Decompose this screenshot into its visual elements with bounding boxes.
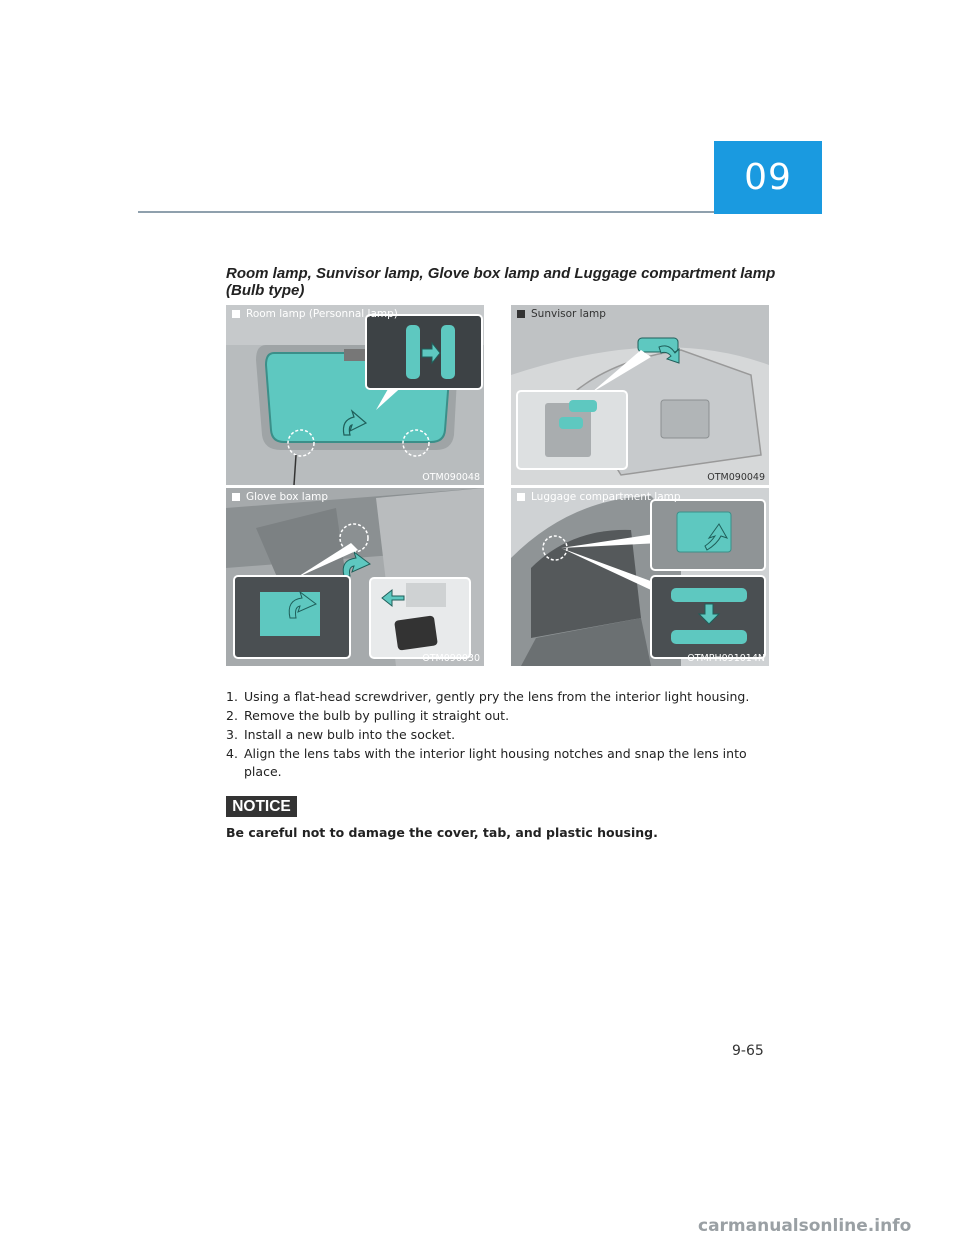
figure-code: OTM090048 [422, 472, 480, 483]
figure-code: OTMPH091014N [687, 653, 765, 664]
figure-label [517, 491, 681, 503]
sunvisor-lamp-illustration [511, 305, 769, 485]
figure-room-lamp [226, 305, 484, 485]
figure-label-text: Luggage compartment lamp [531, 491, 681, 503]
steps-list [226, 688, 771, 782]
step-number: 1. [226, 689, 238, 704]
square-bullet-icon [232, 493, 240, 501]
watermark-link[interactable]: carmanualsonline.info [698, 1216, 912, 1236]
figure-code: OTM090049 [707, 472, 765, 483]
figure-glove-box-lamp [226, 488, 484, 666]
figure-label [517, 308, 606, 320]
step-text: Remove the bulb by pulling it straight out. [244, 708, 510, 723]
figure-label [232, 491, 328, 503]
figure-label-text: Sunvisor lamp [531, 308, 606, 320]
figure-label [232, 308, 398, 320]
step-text: Install a new bulb into the socket. [244, 727, 456, 742]
section-title: Room lamp, Sunvisor lamp, Glove box lamp and Luggage compartment lamp (Bulb type) [226, 265, 776, 299]
room-lamp-illustration [226, 305, 484, 485]
step-number: 4. [226, 746, 238, 761]
luggage-lamp-illustration [511, 488, 769, 666]
step-text: Using a flat-head screwdriver, gently pry the lens from the interior light housing. [244, 689, 750, 704]
step-item [226, 745, 771, 781]
figure-label-text: Room lamp (Personnal lamp) [246, 308, 398, 320]
page-number: 9-65 [732, 1043, 764, 1059]
figure-label-text: Glove box lamp [246, 491, 329, 503]
notice-badge: NOTICE [226, 796, 297, 817]
notice-text: Be careful not to damage the cover, tab, and plastic housing. [226, 825, 658, 840]
square-bullet-icon [517, 310, 525, 318]
figure-code: OTM090030 [422, 653, 480, 664]
square-bullet-icon [517, 493, 525, 501]
header-rule [138, 211, 716, 213]
step-item [226, 707, 771, 725]
figure-luggage-compartment-lamp [511, 488, 769, 666]
step-number: 3. [226, 727, 238, 742]
step-item [226, 688, 771, 706]
step-text: Align the lens tabs with the interior light housing notches and snap the lens into place. [244, 746, 747, 779]
glove-box-lamp-illustration [226, 488, 484, 666]
square-bullet-icon [232, 310, 240, 318]
figure-sunvisor-lamp [511, 305, 769, 485]
step-number: 2. [226, 708, 238, 723]
chapter-tab: 09 [714, 141, 822, 214]
step-item [226, 726, 771, 744]
